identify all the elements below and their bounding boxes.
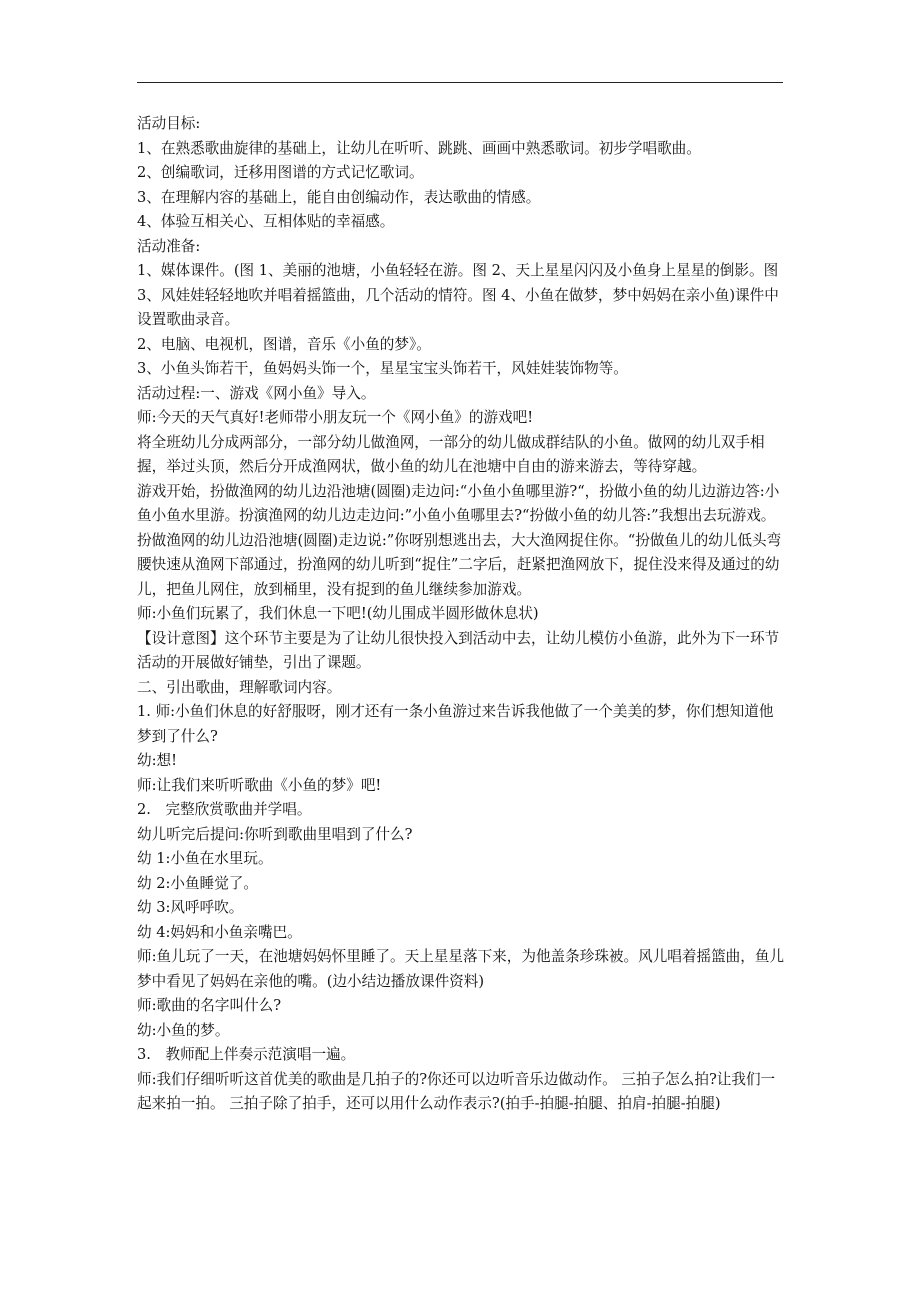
paragraph: 2、创编歌词，迁移用图谱的方式记忆歌词。 (137, 164, 424, 181)
paragraph: 将全班幼儿分成两部分，一部分幼儿做渔网，一部分的幼儿做成群结队的小鱼。做网的幼儿双手相握，举过头顶，然后分开成渔网状，做小鱼的幼儿在池塘中自由的游来游去，等待穿越。 (137, 433, 765, 475)
paragraph: 幼 1:小鱼在水里玩。 (137, 850, 273, 867)
paragraph: 师:今天的天气真好!老师带小朋友玩一个《网小鱼》的游戏吧! (137, 409, 534, 426)
paragraph: 4、体验互相关心、互相体贴的幸福感。 (137, 213, 395, 230)
paragraph: 1、媒体课件。(图 1、美丽的池塘，小鱼轻轻在游。图 2、天上星星闪闪及小鱼身上星星的倒影。图 3、风娃娃轻轻地吹并唱着摇篮曲，几个活动的情符。图 4、小鱼在做梦，梦中妈妈在亲小鱼)课件中设置歌曲录音。 (137, 262, 783, 328)
paragraph: 2、电脑、电视机，图谱，音乐《小鱼的梦》。 (137, 335, 431, 353)
paragraph: 幼 3:风呼呼吹。 (137, 899, 244, 916)
paragraph: 3、在理解内容的基础上，能自由创编动作，表达歌曲的情感。 (137, 188, 541, 206)
header-rule (137, 82, 783, 83)
paragraph: 幼:小鱼的梦。 (137, 1021, 230, 1039)
paragraph: 1、在熟悉歌曲旋律的基础上，让幼儿在听听、跳跳、画画中熟悉歌词。初步学唱歌曲。 (137, 139, 701, 157)
paragraph: 活动过程:一、游戏《网小鱼》导入。 (137, 384, 376, 402)
paragraph: 师:小鱼们玩累了，我们休息一下吧!(幼儿围成半圆形做休息状) (137, 605, 539, 622)
paragraph: 活动目标: (137, 115, 201, 132)
paragraph: 3、小鱼头饰若干，鱼妈妈头饰一个，星星宝宝头饰若干，风娃娃装饰物等。 (137, 360, 628, 377)
paragraph: 【设计意图】这个环节主要是为了让幼儿很快投入到活动中去，让幼儿模仿小鱼游，此外为下一环节活动的开展做好铺垫，引出了课题。 (137, 629, 780, 671)
paragraph: 幼儿听完后提问:你听到歌曲里唱到了什么? (137, 825, 413, 843)
paragraph: 师:让我们来听听歌曲《小鱼的梦》吧! (137, 776, 382, 794)
paragraph: 活动准备: (137, 237, 201, 255)
document-body (137, 112, 785, 1117)
paragraph: 幼:想! (137, 752, 177, 769)
paragraph: 幼 2:小鱼睡觉了。 (137, 874, 258, 892)
paragraph: 3. 教师配上伴奏示范演唱一遍。 (137, 1046, 356, 1063)
paragraph: 师:歌曲的名字叫什么? (137, 997, 282, 1014)
paragraph: 二、引出歌曲，理解歌词内容。 (137, 678, 342, 696)
paragraph: 1. 师:小鱼们休息的好舒服呀，刚才还有一条小鱼游过来告诉我他做了一个美美的梦，你们想知道他梦到了什么? (137, 703, 774, 745)
paragraph: 师:我们仔细听听这首优美的歌曲是几拍子的?你还可以边听音乐边做动作。 三拍子怎么拍?让我们一起来拍一拍。 三拍子除了拍手，还可以用什么动作表示?(拍手-拍腿-拍腿、拍肩-拍腿-拍腿) (137, 1070, 776, 1112)
paragraph: 师:鱼儿玩了一天，在池塘妈妈怀里睡了。天上星星落下来，为他盖条珍珠被。风儿唱着摇篮曲，鱼儿梦中看见了妈妈在亲他的嘴。(边小结边播放课件资料) (137, 948, 785, 990)
paragraph: 幼 4:妈妈和小鱼亲嘴巴。 (137, 923, 302, 941)
paragraph: 游戏开始，扮做渔网的幼儿边沿池塘(圆圈)走边问:“小鱼小鱼哪里游?“，扮做小鱼的幼儿边游边答:小鱼小鱼水里游。扮演渔网的幼儿边走边问:”小鱼小鱼哪里去?“扮做小鱼的幼儿答:”我想出去玩游戏。扮做渔网的幼儿边沿池塘(圆圈)走边说:”你呀别想逃出去，大大渔网捉住你。“扮做鱼儿的幼儿低头弯腰快速从渔网下部通过，扮渔网的幼儿听到“捉住”二字后，赶紧把渔网放下，捉住没来得及通过的幼儿，把鱼儿网住，放到桶里，没有捉到的鱼儿继续参加游戏。 (137, 482, 782, 598)
paragraph: 2. 完整欣赏歌曲并学唱。 (137, 801, 312, 818)
